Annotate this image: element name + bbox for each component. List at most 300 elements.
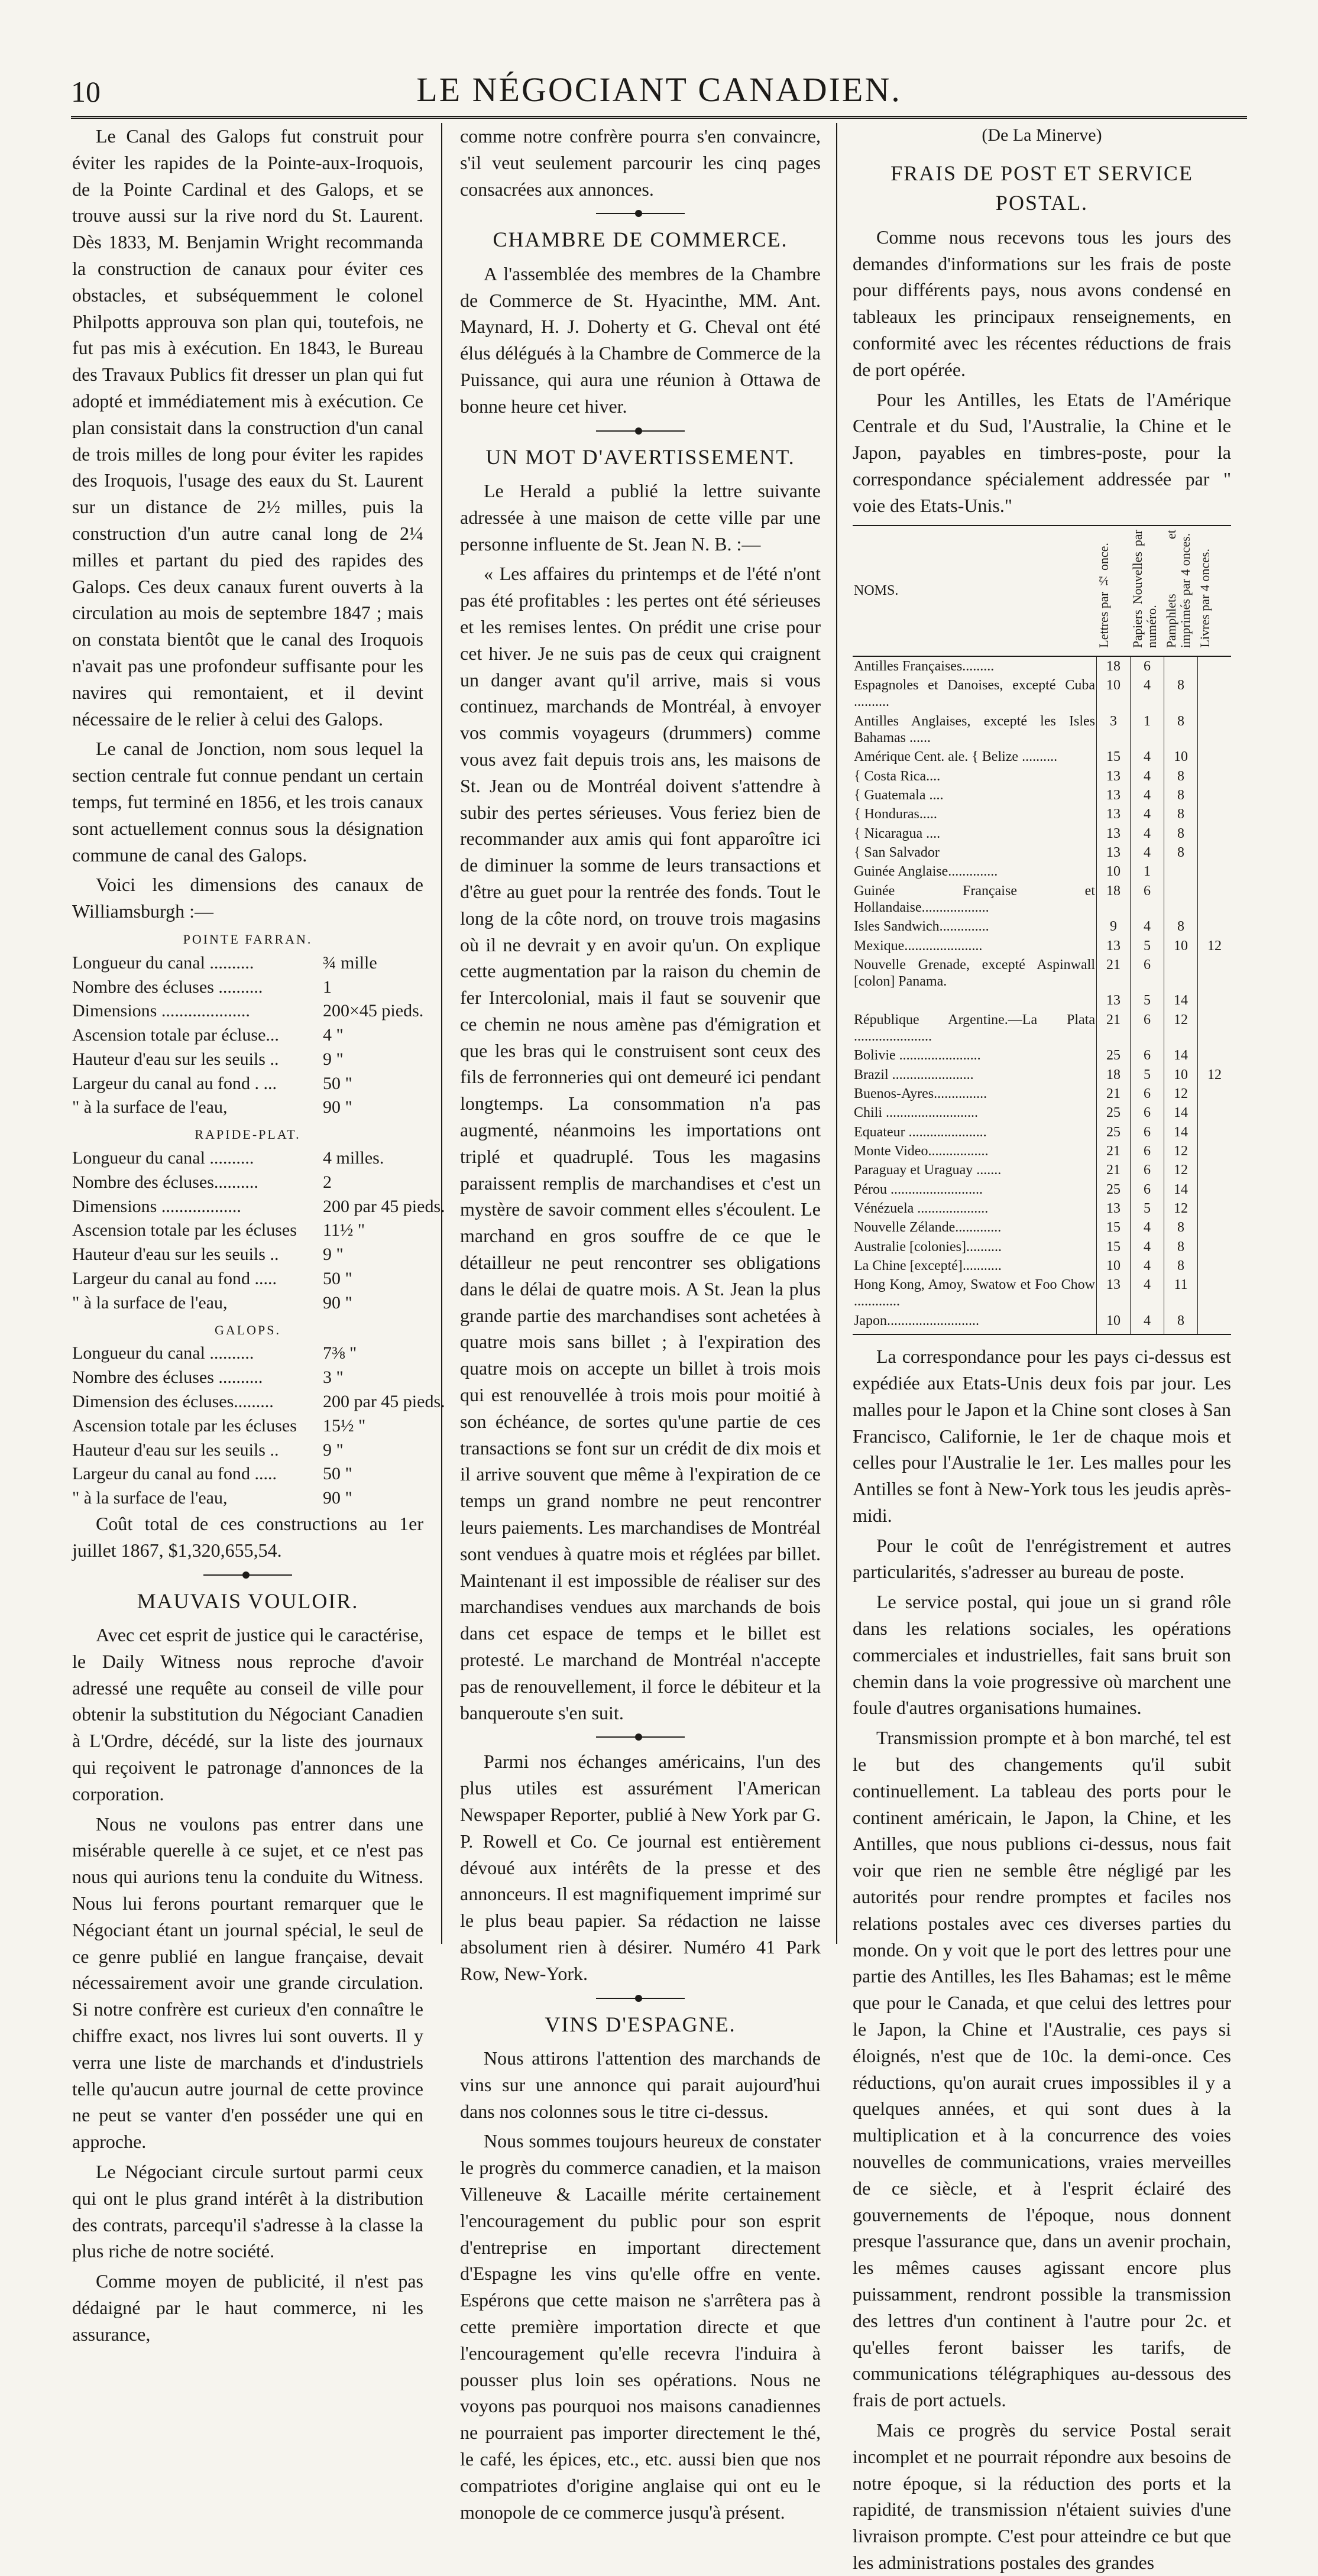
rate-cell	[1198, 1237, 1232, 1256]
table-row	[853, 843, 1231, 862]
rate-cell: 12	[1164, 1084, 1198, 1103]
spec-label: Hauteur d'eau sur les seuils ..	[72, 1245, 279, 1265]
rate-cell: 6	[1131, 882, 1164, 918]
column-rule-1	[441, 123, 442, 1944]
rate-cell: 8	[1164, 843, 1198, 862]
article-paragraph: Transmission prompte et à bon marché, tel est le but des changements qu'il subit continuellement. La tableau des ports pour le continent américain, le Japon, la Chine, et les Antilles, que nous publions ci-dessus, nous fait voir que rien ne semble être négligé par les autorités pour rendre promptes et faciles nos relations postales avec ces diverses parties du monde. On y voit que le port des lettres pour une partie des Antilles, les Iles Bahamas; est le même que pour le Canada, et que celui des lettres pour le Japon, la Chine et l'Australie, ces pays si éloignés, n'est que de 10c. la demi-once. Ces réductions, qu'on aurait crues impossibles il y a quelques années, et qui sont dues à la multiplication et à la concurrence des voies nouvelles de communications, vraies merveilles de ce siècle, et à l'esprit éclairé des gouvernements de l'époque, nous donnent presque l'assurance que, dans un avenir prochain, les mêmes causes agissant encore plus puissamment, rendront possible la transmission des lettres d'un continent à l'autre pour 2c. et qu'elles feront baisser les tarifs, de communications télégraphiques au-dessous des frais de port actuels.	[853, 1727, 1231, 2411]
country-cell: { Honduras.....	[854, 806, 937, 822]
spec-row	[72, 1486, 423, 1511]
dimensions-table-galops	[72, 1342, 445, 1511]
country-cell: Pérou ..........................	[854, 1181, 983, 1197]
rate-cell: 4	[1131, 917, 1164, 936]
rate-cell: 25	[1097, 1046, 1131, 1065]
rate-cell: 4	[1131, 1256, 1164, 1275]
rate-cell: 10	[1164, 1065, 1198, 1084]
header-text: Livres par 4 onces.	[1197, 549, 1212, 648]
rate-cell: 8	[1164, 1256, 1198, 1275]
country-cell: Antilles Anglaises, excepté les Isles Bahamas ......	[854, 713, 1095, 746]
postal-rates-body	[853, 656, 1231, 1334]
rate-cell: 6	[1131, 955, 1164, 991]
rate-cell: 6	[1131, 1161, 1164, 1180]
country-cell: Nouvelle Zélande.............	[854, 1220, 1002, 1236]
rate-cell: 4	[1131, 786, 1164, 805]
rate-cell: 25	[1097, 1123, 1131, 1142]
country-cell: La Chine [excepté]...........	[854, 1258, 1002, 1274]
rate-cell	[1198, 767, 1232, 786]
spec-value: 1	[323, 977, 332, 997]
rate-cell: 13	[1097, 805, 1131, 824]
spec-value: 90 "	[323, 1292, 352, 1313]
section-heading: VINS D'ESPAGNE.	[545, 2012, 736, 2036]
section-separator	[596, 1736, 685, 1738]
column-2	[460, 123, 821, 2523]
rate-cell: 14	[1164, 1180, 1198, 1199]
spec-label: " à la surface de l'eau,	[72, 1488, 228, 1508]
rate-cell: 5	[1131, 1199, 1164, 1218]
table-row	[853, 1161, 1231, 1180]
rate-cell: 10	[1097, 1256, 1131, 1275]
table-row	[853, 955, 1231, 991]
section-separator	[203, 1574, 292, 1576]
article-paragraph: « Les affaires du printemps et de l'été n'ont pas été profitables : les pertes ont été sérieuses et les remises lentes. On prédit une crise pour cet hiver. Je ne suis pas de ceux qui craignent un danger avant qu'il arrive, mais si vous continuez, marchands de Montréal, à envoyer vos commis voyageurs (drummers) comme vous avez fait depuis trois ans, les maisons de St. Jean ou de Montréal doivent s'attendre à subir des pertes sérieuses. Vous feriez bien de recommander aux amis qui font apparoître ici de diminuer la somme de leurs transactions et d'être au guet pour la rentrée des fonds. Tout le long de la côte nord, on trouve trois magasins où il ne devrait y en avoir qu'un. On explique cette augmentation par la raison du chemin de fer Intercolonial, mais il faut se souvenir que ce chemin ne nous amène pas d'émigration et que les bras qui le construisent sont ceux des fils de ferronneries qui ont demeuré ici pendant longtemps. La consommation n'a pas augmenté, néanmoins les importations ont triplé et quadruplé. Tous les magasins paraissent remplis de marchandises et c'est un mystère de savoir comment elles s'écoulent. Le marchand en gros souffre de ce que le détailleur ne peut rencontrer ses obligations dans le délai de quatre mois. A St. Jean la plus grande partie des marchandises sont achetées à quatre mois sans billet ; à l'expiration des quatre mois on accepte un billet à trois mois qui est renouvellée à trois mois pour moitié à son échéance, de sortes qu'une partie de ces transactions se font sur un crédit de dix mois et il arrive souvent que même à l'expiration de ce temps un grand nombre ne peut rencontrer leurs paiements. Les marchandises de Montréal sont vendues à quatre mois et réglées par billet. Maintenant il est impossible de réaliser sur des marchandises vendues aux marchands de bois dans cet espace de temps et le billet est protesté. Le marchand de Montréal n'accepte pas de renouvellement, il force le débiteur et la banqueroute s'en suit.	[460, 563, 821, 1723]
country-cell: { San Salvador	[854, 844, 940, 860]
spec-label: " à la surface de l'eau,	[72, 1097, 228, 1117]
article-paragraph: Nous ne voulons pas entrer dans une misérable querelle à ce sujet, et ce n'est pas nous qui aurions tenu la conduite du Witness. Nous lui ferons pourtant remarquer que le Négociant étant un journal spécial, le seul de ce genre publié en langue française, devait nécessairement avoir une grande circulation. Si notre confrère est curieux d'en connaître le chiffre exact, nos livres lui sont ouverts. Il y verra une liste de marchands et d'industriels telle qu'aucun autre journal de cette province ne peut se vanter d'en posséder une qui en approche.	[72, 1813, 423, 2153]
spec-value: 2	[323, 1172, 332, 1192]
rate-cell: 6	[1131, 1142, 1164, 1161]
rate-cell: 8	[1164, 767, 1198, 786]
country-cell: Hong Kong, Amoy, Swatow et Foo Chow .............	[854, 1277, 1095, 1310]
country-cell: Japon..........................	[853, 1311, 1097, 1334]
rate-cell: 5	[1131, 1065, 1164, 1084]
article-paragraph: Le Négociant circule surtout parmi ceux qui ont le plus grand intérêt à la distribution des contrats, parcequ'il s'adresse à la classe la plus riche de notre société.	[72, 2160, 423, 2262]
spec-row	[72, 1267, 423, 1291]
table-row	[853, 1084, 1231, 1103]
rate-cell: 6	[1131, 1010, 1164, 1046]
article-paragraph: Le service postal, qui joue un si grand rôle dans les relations sociales, les opérations commerciales et industrielles, fait sans bruit son chemin dans la voie progressive où marchent une foule d'autres organisations humaines.	[853, 1591, 1231, 1719]
rate-cell: 21	[1097, 1084, 1131, 1103]
table-row	[853, 882, 1231, 918]
rate-cell: 4	[1131, 805, 1164, 824]
rate-cell: 4	[1131, 1311, 1164, 1334]
rate-cell: 8	[1164, 917, 1198, 936]
article-paragraph: Avec cet esprit de justice qui le caractérise, le Daily Witness nous reproche d'avoir adressé une requête au conseil de ville pour obtenir la substitution du Négociant Canadien à L'Ordre, décédé, sur la liste des journaux qui reçoivent le patronage d'annonces de la corporation.	[72, 1624, 423, 1804]
rate-cell: 4	[1131, 747, 1164, 766]
article-paragraph: Comme nous recevons tous les jours des demandes d'informations sur les frais de poste pour différents pays, nous avons condensé en tableaux les principaux renseignements, en conformité avec les récentes réductions de frais de port opérée.	[853, 226, 1231, 380]
article-paragraph: Voici les dimensions des canaux de Williamsburgh :—	[72, 874, 423, 922]
spec-row	[72, 1072, 423, 1096]
rate-cell: 15	[1097, 1218, 1131, 1237]
table-row	[853, 712, 1231, 748]
spec-label: Longueur du canal ..........	[72, 952, 254, 973]
rate-cell: 4	[1131, 1218, 1164, 1237]
rate-cell: 10	[1097, 1311, 1131, 1334]
rate-cell: 12	[1164, 1199, 1198, 1218]
spec-value: 11½ "	[323, 1220, 365, 1240]
rate-cell: 13	[1097, 1275, 1131, 1311]
rate-cell	[1198, 1046, 1232, 1065]
spec-value: 4 milles.	[323, 1148, 384, 1168]
rate-cell	[1198, 991, 1232, 1010]
country-cell: Bolivie .......................	[854, 1048, 981, 1064]
spec-row	[72, 1414, 423, 1438]
table-row	[853, 1103, 1231, 1122]
spec-row	[72, 1219, 423, 1243]
table-row	[853, 917, 1231, 936]
rate-cell	[1164, 656, 1198, 676]
rate-cell	[1198, 1275, 1232, 1311]
rate-cell: 12	[1198, 1065, 1232, 1084]
rate-cell: 8	[1164, 712, 1198, 748]
table-row	[853, 1180, 1231, 1199]
spec-label: Hauteur d'eau sur les seuils ..	[72, 1049, 279, 1069]
section-separator	[596, 213, 685, 214]
table-row	[853, 1010, 1231, 1046]
spec-row	[72, 1342, 423, 1366]
rate-cell	[1164, 882, 1198, 918]
masthead-title: LE NÉGOCIANT CANADIEN.	[416, 70, 902, 109]
dimensions-table-rapide-plat	[72, 1146, 445, 1315]
article-paragraph: Le canal de Jonction, nom sous lequel la section centrale fut connue pendant un certain temps, fut terminé en 1856, et les trois canaux sont actuellement connus sous la désignation commune de canal des Galops.	[72, 738, 423, 866]
rate-cell	[1198, 656, 1232, 676]
rate-cell: 9	[1097, 917, 1131, 936]
country-cell: Antilles Françaises.........	[854, 658, 995, 674]
spec-value: 200 par 45 pieds.	[323, 1196, 445, 1216]
country-cell: Brazil .......................	[854, 1067, 974, 1083]
rate-cell	[1164, 955, 1198, 991]
article-paragraph: Nous attirons l'attention des marchands de vins sur une annonce qui parait aujourd'hui dans nos colonnes sous le titre ci-dessus.	[460, 2047, 821, 2122]
spec-row	[72, 999, 423, 1023]
rate-cell: 8	[1164, 1237, 1198, 1256]
rate-cell	[1198, 917, 1232, 936]
spec-value: 9 "	[323, 1440, 344, 1460]
spec-row	[72, 1291, 423, 1315]
spec-value: 7⅜ "	[323, 1343, 357, 1363]
spec-row	[72, 1366, 423, 1390]
rate-cell: 14	[1164, 1046, 1198, 1065]
spec-row	[72, 976, 423, 1000]
header-text: Lettres par ½ once.	[1096, 542, 1111, 648]
rate-cell: 6	[1131, 1046, 1164, 1065]
spec-row	[72, 1146, 423, 1171]
article-paragraph: Pour les Antilles, les Etats de l'Amérique Centrale et du Sud, l'Australie, la Chine et le Japon, payables en timbres-poste, pour la correspondance spécialement addressée par " voie des Etats-Unis."	[853, 388, 1231, 516]
rate-cell: 1	[1131, 862, 1164, 881]
rate-cell	[1198, 676, 1232, 712]
spec-label: Dimensions ..................	[72, 1196, 241, 1216]
table-row	[853, 991, 1231, 1010]
spec-row	[72, 1438, 423, 1463]
section-heading: MAUVAIS VOULOIR.	[137, 1589, 359, 1613]
table-row	[853, 786, 1231, 805]
rate-cell: 8	[1164, 1218, 1198, 1237]
rate-cell: 13	[1097, 786, 1131, 805]
rate-cell	[1198, 1010, 1232, 1046]
table-row	[853, 1218, 1231, 1237]
spec-label: Largeur du canal au fond .....	[72, 1269, 277, 1289]
source-credit: (De La Minerve)	[982, 125, 1102, 145]
rate-cell: 13	[1097, 824, 1131, 843]
rate-cell	[1198, 824, 1232, 843]
header-text: Papiers Nouvelles par numéro.	[1129, 529, 1159, 648]
table-row	[853, 747, 1231, 766]
table-row	[853, 1237, 1231, 1256]
table-row	[853, 1311, 1231, 1334]
page-number: 10	[71, 75, 101, 108]
spec-label: Largeur du canal au fond . ...	[72, 1073, 277, 1093]
rate-cell: 14	[1164, 1123, 1198, 1142]
column-header-noms: NOMS.	[853, 526, 1097, 656]
spec-row	[72, 1390, 445, 1414]
rate-cell: 8	[1164, 805, 1198, 824]
rate-cell: 13	[1097, 1199, 1131, 1218]
spec-label: Longueur du canal ..........	[72, 1148, 254, 1168]
rate-cell: 25	[1097, 1103, 1131, 1122]
spec-value: 50 "	[323, 1269, 352, 1289]
rate-cell: 12	[1164, 1010, 1198, 1046]
article-paragraph: Mais ce progrès du service Postal serait incomplet et ne pourrait répondre aux besoins de notre époque, si la réduction des ports et la rapidité, de transmission n'étaient suivies d'une livraison prompte. C'est pour atteindre ce but que les administrations postales des grandes	[853, 2419, 1231, 2573]
spec-row	[72, 1171, 423, 1195]
spec-value: 4 "	[323, 1025, 344, 1045]
country-cell: Mexique......................	[854, 938, 983, 954]
article-paragraph: Pour le coût de l'enrégistrement et autres particularités, s'adresser au bureau de poste.	[853, 1534, 1231, 1583]
rate-cell: 1	[1131, 712, 1164, 748]
column-header-papiers	[1131, 526, 1164, 656]
column-header-livres	[1198, 526, 1232, 656]
section-heading: UN MOT D'AVERTISSEMENT.	[485, 445, 795, 469]
table-row	[853, 1046, 1231, 1065]
article-paragraph: Nous sommes toujours heureux de constater le progrès du commerce canadien, et la maison Villeneuve & Lacaille mérite certainement l'encouragement du public pour son esprit d'entreprise en important directement d'Espagne les vins qu'elle offre en vente. Espérons que cette maison ne s'arrêtera pas à cette première importation directe et que l'encouragement qu'elle recevra l'induira à pousser plus loin ses opérations. Nous ne voyons pas pourquoi nos maisons canadiennes ne pourraient pas importer directement le thé, le café, les épices, etc., etc. aussi bien que nos compatriotes d'origine anglaise qui ont eu le monopole de ce commerce jusqu'à présent.	[460, 2130, 821, 2523]
table-row	[853, 1065, 1231, 1084]
country-cell: Paraguay et Uraguay .......	[854, 1162, 1002, 1178]
column-1	[72, 123, 445, 2345]
header-rule	[71, 116, 1247, 119]
column-header-pamphlets	[1164, 526, 1198, 656]
spec-label: Ascension totale par les écluses	[72, 1220, 297, 1240]
rate-cell: 13	[1097, 937, 1131, 955]
rate-cell: 6	[1131, 1084, 1164, 1103]
spec-row	[72, 1195, 445, 1219]
spec-value: 9 "	[323, 1049, 344, 1069]
country-cell: Buenos-Ayres...............	[854, 1086, 987, 1102]
section-separator	[596, 430, 685, 432]
spec-row	[72, 1048, 423, 1072]
rate-cell: 5	[1131, 937, 1164, 955]
spec-label: Nombre des écluses ..........	[72, 977, 263, 997]
rate-cell: 8	[1164, 1311, 1198, 1334]
table-row	[853, 1142, 1231, 1161]
rate-cell: 13	[1097, 991, 1131, 1010]
spec-label: Dimension des écluses.........	[72, 1392, 274, 1412]
spec-value: 15½ "	[323, 1415, 366, 1436]
rate-cell	[1198, 862, 1232, 881]
rate-cell: 8	[1164, 824, 1198, 843]
table-row	[853, 1256, 1231, 1275]
spec-label: " à la surface de l'eau,	[72, 1292, 228, 1313]
table-row	[853, 1199, 1231, 1218]
rate-cell	[1198, 1103, 1232, 1122]
rate-cell: 14	[1164, 991, 1198, 1010]
rate-cell: 4	[1131, 824, 1164, 843]
rate-cell: 25	[1097, 1180, 1131, 1199]
table-row	[853, 1275, 1231, 1311]
spec-label: Ascension totale par écluse...	[72, 1025, 279, 1045]
country-cell: { Nicaragua ....	[854, 825, 941, 841]
spec-row	[72, 1096, 423, 1120]
rate-cell	[1198, 843, 1232, 862]
rate-cell: 4	[1131, 1275, 1164, 1311]
country-cell: { Guatemala ....	[854, 788, 944, 803]
table-row	[853, 1123, 1231, 1142]
rate-cell	[1198, 1161, 1232, 1180]
rate-cell	[1198, 1180, 1232, 1199]
section-heading: FRAIS DE POST ET SERVICE POSTAL.	[890, 161, 1193, 215]
spec-row	[72, 1243, 423, 1267]
country-cell: Chili ..........................	[854, 1105, 979, 1121]
rate-cell	[1198, 712, 1232, 748]
spec-label: Nombre des écluses..........	[72, 1172, 258, 1192]
column-3	[853, 123, 1231, 2573]
table-subheading: GALOPS.	[214, 1322, 281, 1337]
spec-label: Dimensions ....................	[72, 1001, 250, 1021]
spec-row	[72, 1462, 423, 1486]
table-row	[853, 805, 1231, 824]
rate-cell: 8	[1164, 786, 1198, 805]
country-cell: Monte Video.................	[854, 1143, 989, 1159]
table-row	[853, 676, 1231, 712]
header-text: Pamphlets et imprimés par 4 onces.	[1163, 529, 1193, 648]
rate-cell	[1164, 862, 1198, 881]
country-cell: Australie [colonies]..........	[854, 1239, 1002, 1255]
rate-cell: 12	[1164, 1161, 1198, 1180]
rate-cell: 15	[1097, 1237, 1131, 1256]
country-cell: Guinée Française et Hollandaise...................	[854, 883, 1095, 915]
rate-cell: 21	[1097, 1010, 1131, 1046]
rate-cell: 6	[1131, 1103, 1164, 1122]
section-separator	[596, 1998, 685, 1999]
article-paragraph: Parmi nos échanges américains, l'un des plus utiles est assurément l'American Newspaper Reporter, publié à New York par G. P. Rowell et Co. Ce journal est entièrement dévoué aux intérêts de la presse et des annonceurs. Il est magnifiquement imprimé sur le plus beau papier. Sa rédaction ne laisse absolument rien à désirer. Numéro 41 Park Row, New-York.	[460, 1751, 821, 1984]
table-row	[853, 656, 1231, 676]
column-rule-2	[836, 123, 837, 1944]
rate-cell: 18	[1097, 882, 1131, 918]
article-paragraph: Coût total de ces constructions au 1er juillet 1867, $1,320,655,54.	[72, 1513, 423, 1561]
country-cell: Isles Sandwich..............	[854, 919, 989, 935]
rate-cell: 18	[1097, 1065, 1131, 1084]
country-cell: { Costa Rica....	[854, 768, 941, 784]
rate-cell: 10	[1097, 676, 1131, 712]
spec-value: 50 "	[323, 1073, 352, 1093]
rate-cell: 10	[1164, 747, 1198, 766]
spec-label: Hauteur d'eau sur les seuils ..	[72, 1440, 279, 1460]
article-paragraph: Le Canal des Galops fut construit pour éviter les rapides de la Pointe-aux-Iroquois, de la Pointe Cardinal et des Galops, et se trouve aussi sur la rive nord du St. Laurent. Dès 1833, M. Benjamin Wright recommanda la construction de canaux pour éviter ces obstacles, et subséquemment le colonel Philpotts approuva son plan qui, toutefois, ne fut pas mis à exécution. En 1843, le Bureau des Travaux Publics fit dresser un plan qui fut adopté et immédiatement mis à exécution. Ce plan consistait dans la construction d'un canal de trois milles de long pour éviter les rapides des Iroquois, l'usage des eaux du St. Laurent sur un distance de 2½ milles, puis la construction d'un autre canal long de 2¼ milles et partant du pied des rapides des Galops. Ces deux canaux furent ouverts à la circulation au mois de septembre 1847 ; mais on constata bientôt que le canal des Iroquois n'avait pas une profondeur suffisante pour les navires qui remontaient, et il devint nécessaire de le relier à celui des Galops.	[72, 125, 423, 730]
article-paragraph: Le Herald a publié la lettre suivante adressée à une maison de cette ville par une personne influente de St. Jean N. B. :—	[460, 479, 821, 555]
rate-cell: 6	[1131, 656, 1164, 676]
rate-cell: 4	[1131, 843, 1164, 862]
rate-cell	[1198, 1218, 1232, 1237]
rate-cell: 14	[1164, 1103, 1198, 1122]
table-subheading: RAPIDE-PLAT.	[195, 1127, 301, 1142]
table-row	[853, 824, 1231, 843]
rate-cell: 10	[1164, 937, 1198, 955]
rate-cell	[1198, 955, 1232, 991]
spec-value: 9 "	[323, 1245, 344, 1265]
section-heading: CHAMBRE DE COMMERCE.	[493, 228, 788, 252]
rate-cell: 3	[1097, 712, 1131, 748]
rate-cell: 5	[1131, 991, 1164, 1010]
country-cell: Equateur ......................	[854, 1124, 987, 1140]
spec-value: 200×45 pieds.	[323, 1001, 424, 1021]
rate-cell: 10	[1097, 862, 1131, 881]
rate-cell	[1198, 1142, 1232, 1161]
rate-cell: 21	[1097, 1142, 1131, 1161]
country-cell: Guinée Anglaise..............	[854, 864, 998, 880]
table-row	[853, 937, 1231, 955]
rate-cell	[1198, 786, 1232, 805]
rate-cell: 12	[1164, 1142, 1198, 1161]
rate-cell	[1198, 1084, 1232, 1103]
rate-cell	[1198, 1311, 1232, 1334]
rate-cell: 8	[1164, 676, 1198, 712]
table-row	[853, 767, 1231, 786]
country-cell	[853, 991, 1097, 1010]
spec-row	[72, 1023, 423, 1048]
article-paragraph: Comme moyen de publicité, il n'est pas dédaigné par le haut commerce, ni les assurance,	[72, 2270, 423, 2345]
spec-value: 3 "	[323, 1368, 344, 1388]
article-paragraph: comme notre confrère pourra s'en convaincre, s'il veut seulement parcourir les cinq pages consacrées aux annonces.	[460, 125, 821, 200]
rate-cell: 21	[1097, 1161, 1131, 1180]
spec-row	[72, 951, 423, 976]
country-cell: République Argentine.—La Plata ......................	[854, 1012, 1095, 1045]
rate-cell: 21	[1097, 955, 1131, 991]
rate-cell	[1198, 747, 1232, 766]
rate-cell	[1198, 1256, 1232, 1275]
rate-cell: 4	[1131, 767, 1164, 786]
spec-value: 200 par 45 pieds.	[323, 1392, 445, 1412]
rate-cell: 4	[1131, 676, 1164, 712]
country-cell: Nouvelle Grenade, excepté Aspinwall [colon] Panama.	[854, 957, 1095, 990]
rate-cell: 15	[1097, 747, 1131, 766]
country-cell: Vénézuela ....................	[854, 1200, 989, 1216]
rate-cell: 18	[1097, 656, 1131, 676]
rate-cell: 12	[1198, 937, 1232, 955]
rate-cell: 6	[1131, 1123, 1164, 1142]
rate-cell: 6	[1131, 1180, 1164, 1199]
rate-cell: 11	[1164, 1275, 1198, 1311]
country-cell: Espagnoles et Danoises, excepté Cuba ..........	[854, 678, 1095, 710]
column-header-lettres	[1097, 526, 1131, 656]
rate-cell	[1198, 882, 1232, 918]
spec-label: Largeur du canal au fond .....	[72, 1464, 277, 1484]
rate-cell: 13	[1097, 843, 1131, 862]
dimensions-table-pointe-farran	[72, 951, 423, 1120]
spec-label: Nombre des écluses ..........	[72, 1368, 263, 1388]
postal-rates-table	[853, 525, 1231, 1336]
table-subheading: POINTE FARRAN.	[183, 931, 313, 947]
spec-label: Longueur du canal ..........	[72, 1343, 254, 1363]
spec-value: 50 "	[323, 1464, 352, 1484]
table-row	[853, 862, 1231, 881]
rate-cell: 13	[1097, 767, 1131, 786]
country-cell: Amérique Cent. ale. { Belize ..........	[854, 749, 1058, 765]
spec-value: ¾ mille	[323, 952, 377, 973]
article-paragraph: La correspondance pour les pays ci-dessus est expédiée aux Etats-Unis deux fois par jour. Les malles pour le Japon et la Chine sont closes à San Francisco, Californie, le 1er de chaque mois et celles pour l'Australie le 1er. Les malles pour les Antilles se font à New-York tous les jeudis après-midi.	[853, 1346, 1231, 1526]
rate-cell: 4	[1131, 1237, 1164, 1256]
rate-cell	[1198, 1199, 1232, 1218]
spec-value: 90 "	[323, 1097, 352, 1117]
rate-cell	[1198, 805, 1232, 824]
rate-cell	[1198, 1123, 1232, 1142]
table-header-row	[853, 526, 1231, 656]
spec-label: Ascension totale par les écluses	[72, 1415, 297, 1436]
